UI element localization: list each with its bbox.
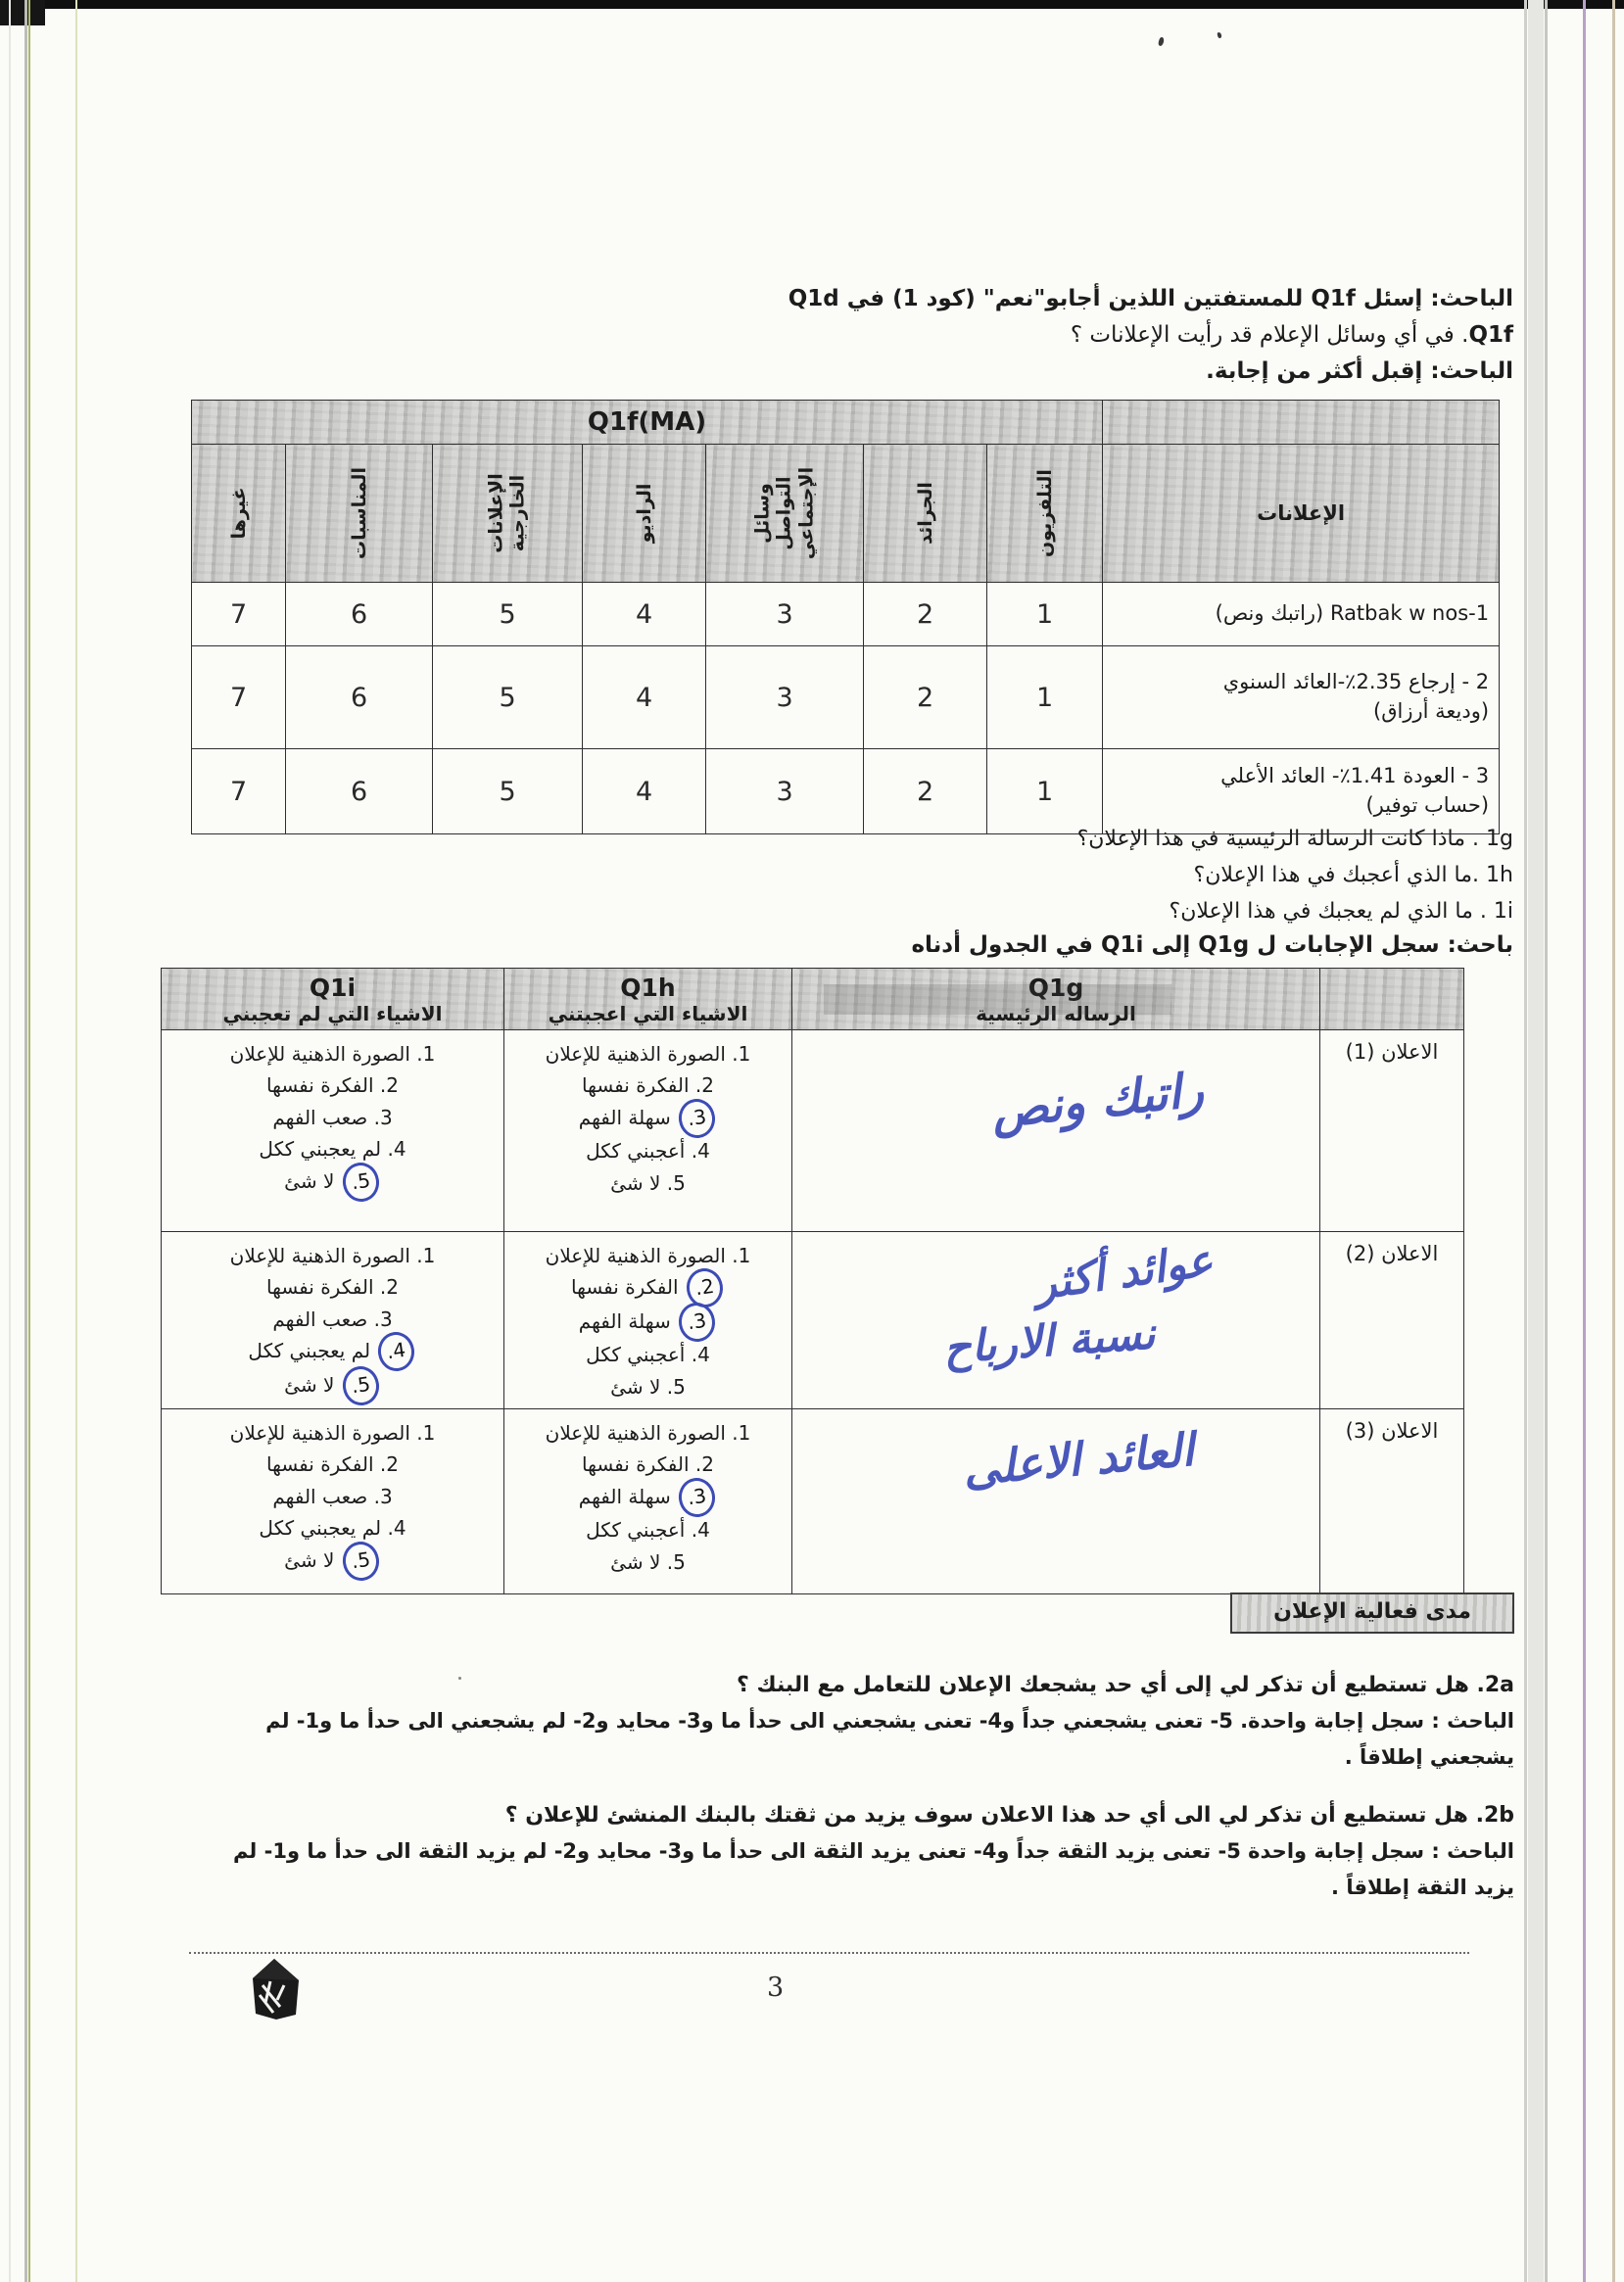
table-row <box>162 1409 1464 1594</box>
media-code-cell: 7 <box>192 646 286 749</box>
table-corner-cell <box>1103 401 1500 445</box>
option-text: لا شئ <box>284 1372 341 1397</box>
question-2b-block <box>147 1797 1514 1906</box>
q1g-label: الرساله الرئيسية <box>976 1001 1136 1025</box>
option-line <box>510 1546 786 1578</box>
media-code-cell: 1 <box>987 646 1103 749</box>
option-text: الفكرة نفسها <box>266 1073 380 1098</box>
option-line <box>510 1417 786 1449</box>
rotated-header-label: الراديو <box>633 483 655 544</box>
option-text: سهلة الفهم <box>578 1105 678 1129</box>
handwritten-answer: راتبك ونص <box>988 1062 1207 1140</box>
option-line <box>510 1514 786 1545</box>
option-number: 1. <box>732 1244 751 1267</box>
scan-edge-line <box>1528 0 1544 2282</box>
rotated-header-label: المناسبات <box>348 467 370 559</box>
table-row <box>192 646 1500 749</box>
media-code-cell: 2 <box>864 583 987 646</box>
q1h-header <box>504 969 792 1030</box>
option-line <box>510 1038 786 1070</box>
handwritten-answer: عوائد أكثر <box>1031 1235 1217 1310</box>
option-line <box>510 1481 786 1514</box>
option-line <box>167 1545 498 1578</box>
q1g-handwritten-cell <box>792 1409 1320 1594</box>
column-header-outdoor-ads <box>433 445 583 583</box>
scan-edge-line <box>1612 0 1615 2282</box>
q1i-options-cell <box>162 1409 504 1594</box>
question-2a-block <box>147 1667 1514 1776</box>
option-text: الصورة الذهنية للإعلان <box>229 1421 417 1445</box>
option-number: 1. <box>416 1244 436 1267</box>
media-code-cell: 3 <box>706 749 864 834</box>
q1h-code: Q1h <box>620 974 676 1003</box>
option-text: صعب الفهم <box>272 1484 374 1508</box>
q1i-options-cell <box>162 1030 504 1232</box>
option-number: 2. <box>694 1452 714 1477</box>
option-line <box>510 1167 786 1199</box>
option-number: 2. <box>379 1073 399 1098</box>
q1f-media-table <box>191 400 1500 834</box>
option-line <box>167 1335 498 1368</box>
option-text: صعب الفهم <box>272 1105 374 1129</box>
media-code-cell: 6 <box>286 646 433 749</box>
question-2b-scale: الباحث : سجل إجابة واحدة 5- تعنى يزيد الثقة جداً و4- تعنى يزيد الثقة الى حدأ ما و3- محايد و2- لم يزيد الثقة الى حدأ ما و1- لم <box>232 1839 1514 1863</box>
option-line <box>167 1271 498 1303</box>
media-code-cell: 3 <box>706 583 864 646</box>
option-line <box>167 1038 498 1070</box>
rotated-header-label: غيرها <box>227 487 250 540</box>
q1h-label: الاشياء التي اعجبتني <box>548 1001 748 1025</box>
question-1i: 1i . ما الذي لم يعجبك في هذا الإعلان؟ <box>1169 899 1513 924</box>
option-text: الصورة الذهنية للإعلان <box>545 1042 733 1066</box>
option-text: لا شئ <box>284 1547 341 1572</box>
option-text: الصورة الذهنية للإعلان <box>545 1421 733 1445</box>
followup-questions <box>828 821 1513 929</box>
ad-number-label: الاعلان (2) <box>1320 1232 1464 1409</box>
media-code-cell: 3 <box>706 646 864 749</box>
option-text: لا شئ <box>284 1168 341 1193</box>
option-number: 1. <box>416 1421 436 1445</box>
option-line <box>167 1304 498 1335</box>
option-text: أعجبني ككل <box>586 1518 692 1543</box>
scan-edge-line <box>75 0 77 2282</box>
option-number: 3. <box>373 1105 393 1129</box>
option-line <box>167 1102 498 1133</box>
q1g-code: Q1g <box>1027 974 1084 1003</box>
option-number: 2. <box>379 1452 399 1477</box>
media-code-cell: 2 <box>864 646 987 749</box>
option-text: الفكرة نفسها <box>266 1452 380 1477</box>
intro-line-2 <box>749 317 1513 354</box>
option-number: 4. <box>691 1139 710 1164</box>
option-number: 1. <box>732 1421 751 1445</box>
option-text: أعجبني ككل <box>586 1343 692 1367</box>
table-title: Q1f(MA) <box>192 401 1103 445</box>
q1h-options-cell <box>504 1232 792 1409</box>
option-text: سهلة الفهم <box>578 1484 678 1508</box>
option-text: لا شئ <box>610 1549 667 1574</box>
ad-number-header-cell <box>1320 969 1464 1030</box>
question-2b-scale-cont: يزيد الثقة إطلاقاً . <box>1331 1876 1514 1899</box>
scan-edge-line <box>1583 0 1586 2282</box>
option-number: 5. <box>666 1170 686 1195</box>
option-text: الصورة الذهنية للإعلان <box>229 1244 417 1267</box>
option-text: لا شئ <box>610 1374 667 1399</box>
option-text: لا شئ <box>610 1170 667 1195</box>
media-code-cell: 7 <box>192 749 286 834</box>
option-line <box>510 1135 786 1166</box>
q1g-handwritten-cell <box>792 1030 1320 1232</box>
option-line <box>510 1371 786 1402</box>
option-number: 1. <box>416 1042 436 1066</box>
option-number: 4. <box>691 1343 710 1367</box>
researcher-note: باحث: سجل الإجابات ل Q1g إلى Q1i في الجدول أدناه <box>911 932 1513 958</box>
q1g-header <box>792 969 1320 1030</box>
question-2a: 2a. هل تستطيع أن تذكر لي إلى أي حد يشجعك الإعلان للتعامل مع البنك ؟ <box>737 1673 1514 1697</box>
q1i-options-cell <box>162 1232 504 1409</box>
option-line <box>167 1449 498 1480</box>
media-code-cell: 5 <box>433 749 583 834</box>
q1i-code: Q1i <box>309 974 357 1003</box>
option-line <box>510 1102 786 1135</box>
option-number: 2. <box>694 1073 714 1098</box>
option-text: الفكرة نفسها <box>582 1452 695 1477</box>
column-header-newspapers <box>864 445 987 583</box>
option-number: 4. <box>387 1137 406 1162</box>
scan-edge-line <box>1524 0 1527 2282</box>
option-line <box>510 1070 786 1101</box>
option-line <box>167 1369 498 1402</box>
media-code-cell: 5 <box>433 583 583 646</box>
circled-answer-mark: 5. <box>340 1363 381 1407</box>
scan-speck <box>1217 32 1221 39</box>
option-number: 5. <box>666 1549 686 1574</box>
option-text: لم يعجبني ككل <box>248 1339 377 1363</box>
stamp-logo-icon <box>248 1958 303 2021</box>
option-line <box>510 1240 786 1271</box>
section-header-ad-effectiveness: مدى فعالية الإعلان <box>1230 1593 1514 1634</box>
circled-answer-mark: 3. <box>676 1096 717 1140</box>
table-row <box>162 1232 1464 1409</box>
scan-corner-blot <box>0 0 45 25</box>
circled-answer-mark: 2. <box>684 1266 725 1310</box>
option-number: 1. <box>732 1042 751 1066</box>
option-line <box>167 1165 498 1199</box>
option-line <box>510 1339 786 1370</box>
option-line <box>167 1070 498 1101</box>
handwritten-answer: العائد الاعلى <box>961 1422 1196 1497</box>
option-number: 3. <box>373 1307 393 1331</box>
rotated-header-label: وسائل التواصل الإجتماعي <box>751 466 818 560</box>
q1g-handwritten-cell <box>792 1232 1320 1409</box>
scan-edge-line <box>28 0 30 2282</box>
ad-row-label <box>1103 583 1500 646</box>
q1h-options-cell <box>504 1409 792 1594</box>
option-number: 4. <box>387 1516 406 1541</box>
option-number: 4. <box>691 1518 710 1543</box>
ad-row-label <box>1103 646 1500 749</box>
option-number: 5. <box>666 1374 686 1399</box>
q1i-header <box>162 969 504 1030</box>
column-header-events <box>286 445 433 583</box>
q1h-options-cell <box>504 1030 792 1232</box>
media-code-cell: 1 <box>987 583 1103 646</box>
rotated-header-label: الجرائد <box>914 482 936 545</box>
page-number: 3 <box>767 1973 785 2003</box>
scan-edge-line <box>24 0 27 2282</box>
q1i-label: الاشياء التي لم تعجبني <box>222 1001 443 1025</box>
answers-table <box>161 968 1464 1594</box>
question-code: Q1f <box>1468 322 1513 348</box>
option-line <box>167 1417 498 1449</box>
media-code-cell: 1 <box>987 749 1103 834</box>
media-code-cell: 2 <box>864 749 987 834</box>
option-number: 3. <box>373 1484 393 1508</box>
rotated-header-label: الإعلانات الخارجية <box>485 473 530 553</box>
media-code-cell: 5 <box>433 646 583 749</box>
question-text: . في أي وسائل الإعلام قد رأيت الإعلانات ؟ <box>1070 322 1469 348</box>
rotated-header-label: التلفزيون <box>1033 469 1056 557</box>
option-text: الصورة الذهنية للإعلان <box>229 1042 417 1066</box>
scan-dark-band <box>824 984 1171 1015</box>
option-line <box>510 1449 786 1480</box>
table-row <box>162 1030 1464 1232</box>
option-text: أعجبني ككل <box>586 1139 692 1164</box>
media-code-cell: 6 <box>286 583 433 646</box>
media-code-cell: 6 <box>286 749 433 834</box>
question-2b: 2b. هل تستطيع أن تذكر لي الى أي حد هذا الاعلان سوف يزيد من ثقتك بالبنك المنشئ للإعلان ؟ <box>504 1803 1514 1828</box>
ad-label-line: (وديعة أرزاق) <box>1373 699 1490 723</box>
column-header-ads: الإعلانات <box>1103 445 1500 583</box>
scan-speck <box>1158 36 1166 46</box>
option-text: الفكرة نفسها <box>266 1275 380 1300</box>
intro-line-1: الباحث: إسئل Q1f للمستفتين اللذين أجابو"نعم" (كود 1) في Q1d <box>788 286 1513 311</box>
circled-answer-mark: 3. <box>676 1475 717 1519</box>
media-code-cell: 7 <box>192 583 286 646</box>
question-2a-scale: الباحث : سجل إجابة واحدة. 5- تعنى يشجعني جداً و4- تعنى يشجعني الى حدأ ما و3- محايد و2- لم يشجعني الى حدأ ما و1- لم <box>265 1709 1514 1733</box>
column-header-other <box>192 445 286 583</box>
column-header-tv <box>987 445 1103 583</box>
ad-label-line: (حساب توفير) <box>1365 793 1490 817</box>
option-text: سهلة الفهم <box>578 1308 678 1333</box>
column-header-social-media <box>706 445 864 583</box>
option-text: الفكرة نفسها <box>582 1073 695 1098</box>
option-text: الصورة الذهنية للإعلان <box>545 1244 733 1267</box>
option-line <box>167 1133 498 1165</box>
ad-number-label: الاعلان (3) <box>1320 1409 1464 1594</box>
scan-edge-line <box>9 0 11 2282</box>
ad-label-line: Ratbak w nos-1 (راتبك ونص) <box>1215 601 1490 626</box>
ad-label-line: 3 - العودة 1.41٪- العائد الأعلي <box>1220 764 1490 788</box>
option-text: صعب الفهم <box>272 1307 374 1331</box>
option-text: لم يعجبني ككل <box>259 1137 388 1162</box>
intro-instructions <box>749 281 1513 390</box>
media-code-cell: 4 <box>583 749 706 834</box>
option-line <box>167 1481 498 1512</box>
question-1h: 1h .ما الذي أعجبك في هذا الإعلان؟ <box>1193 863 1513 887</box>
intro-line-3: الباحث: إقبل أكثر من إجابة. <box>1206 358 1513 384</box>
ad-number-label: الاعلان (1) <box>1320 1030 1464 1232</box>
media-code-cell: 4 <box>583 646 706 749</box>
option-line <box>510 1271 786 1305</box>
ad-label-line: 2 - إرجاع 2.35٪-العائد السنوي <box>1222 670 1490 694</box>
table-row <box>192 583 1500 646</box>
column-header-radio <box>583 445 706 583</box>
option-line <box>167 1512 498 1544</box>
circled-answer-mark: 3. <box>676 1300 717 1344</box>
circled-answer-mark: 4. <box>376 1330 417 1374</box>
question-1g: 1g . ماذا كانت الرسالة الرئيسية في هذا الإعلان؟ <box>1076 827 1513 851</box>
question-2a-scale-cont: يشجعني إطلاقاً . <box>1344 1745 1514 1769</box>
handwritten-answer: نسبة الارباح <box>941 1308 1157 1374</box>
option-text: الفكرة نفسها <box>571 1275 685 1300</box>
footer-rule <box>189 1952 1469 1954</box>
scan-edge-line <box>1545 0 1548 2282</box>
option-text: لم يعجبني ككل <box>259 1516 388 1541</box>
circled-answer-mark: 5. <box>340 1160 381 1204</box>
media-code-cell: 4 <box>583 583 706 646</box>
scan-top-edge <box>0 0 1624 9</box>
option-line <box>510 1306 786 1339</box>
option-line <box>167 1240 498 1271</box>
circled-answer-mark: 5. <box>340 1539 381 1583</box>
option-number: 2. <box>379 1275 399 1300</box>
